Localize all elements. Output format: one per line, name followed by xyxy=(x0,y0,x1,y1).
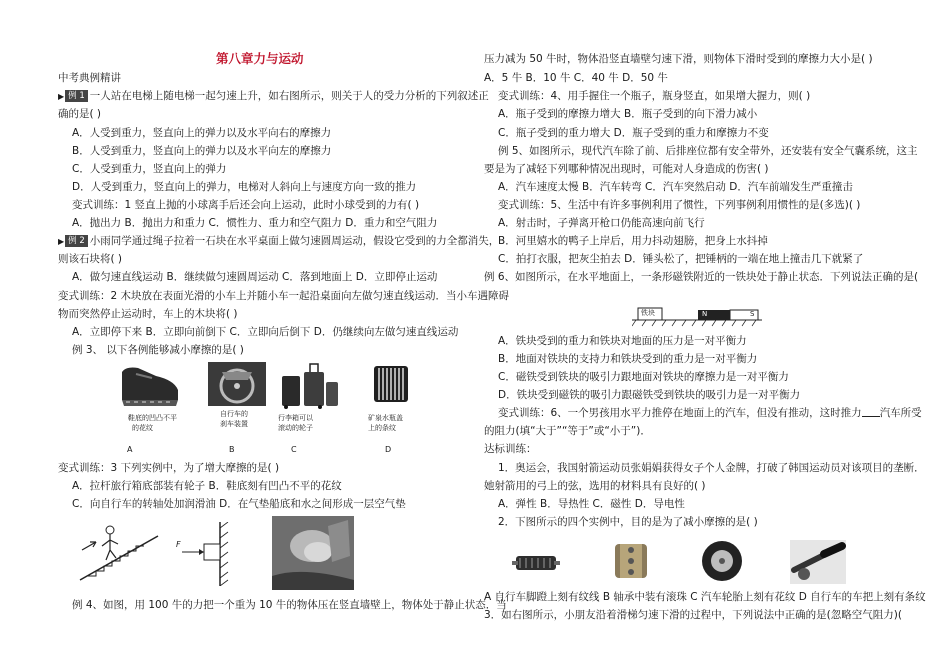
example-6-option-b: B．地面对铁块的支持力和铁块受到的重力是一对平衡力 xyxy=(498,353,758,365)
answer-blank xyxy=(862,407,880,417)
triangle-bullet-icon: ▶ xyxy=(58,237,65,246)
variant-3-options-ab: A．拉杆旅行箱底部装有轮子 B．鞋底刻有凹凸不平的花纹 xyxy=(72,480,342,492)
caption-a-line1: 鞋底的凹凸不平 xyxy=(128,414,177,422)
variant-6-question: 变式训练：6、一个男孩用水平力推停在地面上的汽车，但没有推动，这时推力 汽车所受 xyxy=(498,407,922,419)
practice-1-options: A．弹性 B．导热性 C．磁性 D．导电性 xyxy=(498,498,685,510)
example-3-question: 例 3、 以下各例能够减小摩擦的是( ) xyxy=(72,344,244,356)
practice-3-question: 3．如右图所示，小朋友沿着滑梯匀速下滑的过程中，下列说法中正确的是(忽略空气阻力)( xyxy=(484,609,902,621)
practice-2-question: 2．下图所示的四个实例中，目的是为了减小摩擦的是( ) xyxy=(498,516,758,528)
luggage-image xyxy=(276,360,340,410)
caption-a-line2: 的花纹 xyxy=(132,424,153,432)
section-heading: 中考典例精讲 xyxy=(58,72,121,84)
variant-5-option-cd: C．拍打衣服，把灰尘拍去 D．锤头松了，把锤柄的一端在地上撞击几下就紧了 xyxy=(498,253,864,265)
left-column xyxy=(58,0,510,671)
ball-bearing-image xyxy=(612,540,650,582)
example-6-option-c: C．磁铁受到铁块的吸引力跟地面对铁块的摩擦力是一对平衡力 xyxy=(498,371,789,383)
example-4-question-cont: 压力减为 50 牛时，物体沿竖直墙壁匀速下滑，则物体下滑时受到的摩擦力大小是( ) xyxy=(484,53,873,65)
iron-block-label: 铁块 xyxy=(641,309,655,317)
triangle-bullet-icon: ▶ xyxy=(58,92,65,101)
example-5-question: 例 5、如图所示，现代汽车除了前、后排座位都有安全带外，还安装有安全气囊系统，这主 xyxy=(498,145,918,157)
variant-3-options-cd: C．向自行车的转轴处加润滑油 D．在气垫船底和水之间形成一层空气垫 xyxy=(72,498,406,510)
variant-5-option-a: A．射击时，子弹离开枪口仍能高速向前飞行 xyxy=(498,217,705,229)
practice-heading: 达标训练： xyxy=(484,443,537,455)
bottle-cap-image xyxy=(370,362,412,406)
variant-5-option-b: B．河里嬉水的鸭子上岸后，用力抖动翅膀，把身上水抖掉 xyxy=(498,235,768,247)
variant-1-options: A．抛出力 B．抛出力和重力 C．惯性力、重力和空气阻力 D．重力和空气阻力 xyxy=(72,217,438,229)
variant-5-question: 变式训练：5、生活中有许多事例利用了惯性，下列事例利用惯性的是(多选)( ) xyxy=(498,199,861,211)
example-6-option-d: D．铁块受到磁铁的吸引力跟磁铁受到铁块的吸引力是一对平衡力 xyxy=(498,389,801,401)
caption-b-line1: 自行车的 xyxy=(220,410,248,418)
bike-handlebar-image xyxy=(790,540,846,584)
example-badge: 例 1 xyxy=(65,90,88,102)
magnet-s-label: S xyxy=(750,310,755,318)
escalator-diagram xyxy=(74,516,164,584)
right-column xyxy=(484,0,926,671)
caption-c-line2: 滚动的轮子 xyxy=(278,424,313,432)
variant-4-options-cd: C．瓶子受到的重力增大 D．瓶子受到的重力和摩擦力不变 xyxy=(498,127,769,139)
shoe-sole-image xyxy=(116,362,184,410)
variant-3-question: 变式训练：3 下列实例中，为了增大摩擦的是( ) xyxy=(58,462,280,474)
label-a: A xyxy=(127,445,133,454)
option-d: D．人受到重力，竖直向上的弹力，电梯对人斜向上与速度方向一致的推力 xyxy=(72,181,417,193)
example-4-question: 例 4、如图，用 100 牛的力把一个重为 10 牛的物体压在竖直墙壁上，物体处于静止状态．当 xyxy=(72,599,507,611)
example-badge: 例 2 xyxy=(65,235,88,247)
label-c: C xyxy=(291,445,297,454)
caption-d-line1: 矿泉水瓶盖 xyxy=(368,414,403,422)
example-5-question-cont: 要是为了减轻下列哪种情况出现时，可能对人身造成的伤害( ) xyxy=(484,163,769,175)
practice-1-question-cont: 她射箭用的弓上的弦，选用的材料具有良好的( ) xyxy=(484,480,706,492)
variant-4-question: 变式训练：4、用手握住一个瓶子，瓶身竖直，如果增大握力，则( ) xyxy=(498,90,811,102)
example-4-options: A．5 牛 B．10 牛 C．40 牛 D．50 牛 xyxy=(484,72,668,84)
example-2-options: A．做匀速直线运动 B．继续做匀速圆周运动 C．落到地面上 D．立即停止运动 xyxy=(72,271,438,283)
magnet-iron-diagram xyxy=(632,296,762,330)
caption-d-line2: 上的条纹 xyxy=(368,424,396,432)
variant-4-options-ab: A．瓶子受到的摩擦力增大 B．瓶子受到的向下滑力减小 xyxy=(498,108,758,120)
practice-2-options: A 自行车脚蹬上刻有纹线 B 轴承中装有滚珠 C 汽车轮胎上刻有花纹 D 自行车的车把上刻有条纹 xyxy=(484,591,926,603)
page-title: 第八章力与运动 xyxy=(216,51,304,66)
example-2-question-cont: 则该石块将( ) xyxy=(58,253,123,265)
label-b: B xyxy=(229,445,235,454)
variant-2-question: 变式训练：2 木块放在表面光滑的小车上并随小车一起沿桌面向左做匀速直线运动．当小车遇障碍 xyxy=(58,290,510,302)
label-d: D xyxy=(385,445,392,454)
bicycle-brake-image xyxy=(208,362,266,406)
variant-2-question-cont: 物而突然停止运动时，车上的木块将( ) xyxy=(58,308,238,320)
caption-b-line2: 刹车装置 xyxy=(220,420,248,428)
example-1-question: ▶ 例 1 一人站在电梯上随电梯一起匀速上升，如右图所示，则关于人的受力分析的下列叙述正 xyxy=(58,90,489,102)
force-label: F xyxy=(176,540,181,549)
magnet-n-label: N xyxy=(702,310,708,318)
car-tire-image xyxy=(700,538,744,584)
bottle-grip-photo xyxy=(272,516,354,590)
variant-1-question: 变式训练：1 竖直上抛的小球离手后还会向上运动，此时小球受到的力有( ) xyxy=(72,199,420,211)
option-b: B．人受到重力，竖直向上的弹力以及水平向左的摩擦力 xyxy=(72,145,332,157)
practice-1-question: 1．奥运会，我国射箭运动员张娟娟获得女子个人金牌，打破了韩国运动员对该项目的垄断． xyxy=(498,462,925,474)
example-6-question: 例 6、如图所示，在水平地面上，一条形磁铁附近的一铁块处于静止状态．下列说法正确的是( xyxy=(484,271,919,283)
caption-c-line1: 行李箱可以 xyxy=(278,414,313,422)
example-6-option-a: A．铁块受到的重力和铁块对地面的压力是一对平衡力 xyxy=(498,335,747,347)
bicycle-pedal-image xyxy=(512,548,560,578)
variant-6-question-cont: 的阻力(填“大于”“等于”或“小于”)． xyxy=(484,425,651,437)
option-c: C．人受到重力，竖直向上的弹力 xyxy=(72,163,227,175)
option-a: A．人受到重力，竖直向上的弹力以及水平向右的摩擦力 xyxy=(72,127,332,139)
wall-force-diagram xyxy=(176,522,230,586)
variant-2-options: A．立即停下来 B．立即向前倒下 C．立即向后倒下 D．仍继续向左做匀速直线运动 xyxy=(72,326,459,338)
example-1-question-cont: 确的是( ) xyxy=(58,108,102,120)
example-5-options: A．汽车速度太慢 B．汽车转弯 C．汽车突然启动 D．汽车前端发生严重撞击 xyxy=(498,181,853,193)
example-2-question: ▶ 例 2 小雨同学通过绳子拉着一石块在水平桌面上做匀速圆周运动，假设它受到的力全都消失， xyxy=(58,235,500,247)
